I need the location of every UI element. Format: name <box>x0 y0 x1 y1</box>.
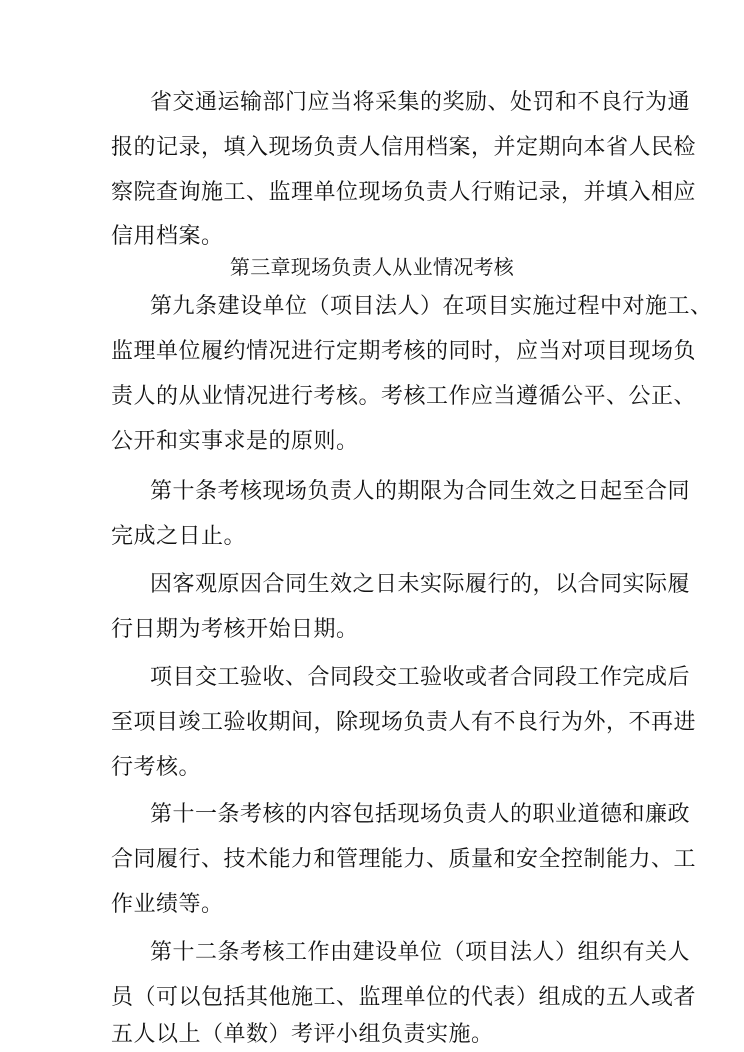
paragraph-line: 监理单位履约情况进行定期考核的同时，应当对项目现场负 <box>111 339 697 364</box>
paragraph-line: 第十一条考核的内容包括现场负责人的职业道德和廉政 <box>150 802 691 827</box>
paragraph-line: 信用档案。 <box>111 224 224 249</box>
paragraph-line: 报的记录，填入现场负责人信用档案，并定期向本省人民检 <box>111 135 697 160</box>
paragraph-line: 完成之日止。 <box>111 524 247 549</box>
chapter-heading: 第三章现场负责人从业情况考核 <box>229 255 515 279</box>
paragraph-line: 五人以上（单数）考评小组负责实施。 <box>111 1022 494 1047</box>
paragraph-line: 行考核。 <box>111 755 202 780</box>
paragraph-line: 员（可以包括其他施工、监理单位的代表）组成的五人或者 <box>111 985 697 1010</box>
paragraph-line: 责人的从业情况进行考核。考核工作应当遵循公平、公正、 <box>111 384 697 409</box>
paragraph-line: 行日期为考核开始日期。 <box>111 617 359 642</box>
paragraph-line: 第十条考核现场负责人的期限为合同生效之日起至合同 <box>150 479 691 504</box>
paragraph-line: 合同履行、技术能力和管理能力、质量和安全控制能力、工 <box>111 847 697 872</box>
paragraph-line: 项目交工验收、合同段交工验收或者合同段工作完成后 <box>150 665 691 690</box>
paragraph-line: 第九条建设单位（项目法人）在项目实施过程中对施工、 <box>150 294 713 319</box>
paragraph-line: 因客观原因合同生效之日未实际履行的，以合同实际履 <box>150 572 691 597</box>
paragraph-line: 至项目竣工验收期间，除现场负责人有不良行为外，不再进 <box>111 710 697 735</box>
paragraph-line: 作业绩等。 <box>111 892 224 917</box>
paragraph-line: 省交通运输部门应当将采集的奖励、处罚和不良行为通 <box>150 90 691 115</box>
paragraph-line: 第十二条考核工作由建设单位（项目法人）组织有关人 <box>150 940 691 965</box>
paragraph-line: 察院查询施工、监理单位现场负责人行贿记录，并填入相应 <box>111 180 697 205</box>
paragraph-line: 公开和实事求是的原则。 <box>111 429 359 454</box>
